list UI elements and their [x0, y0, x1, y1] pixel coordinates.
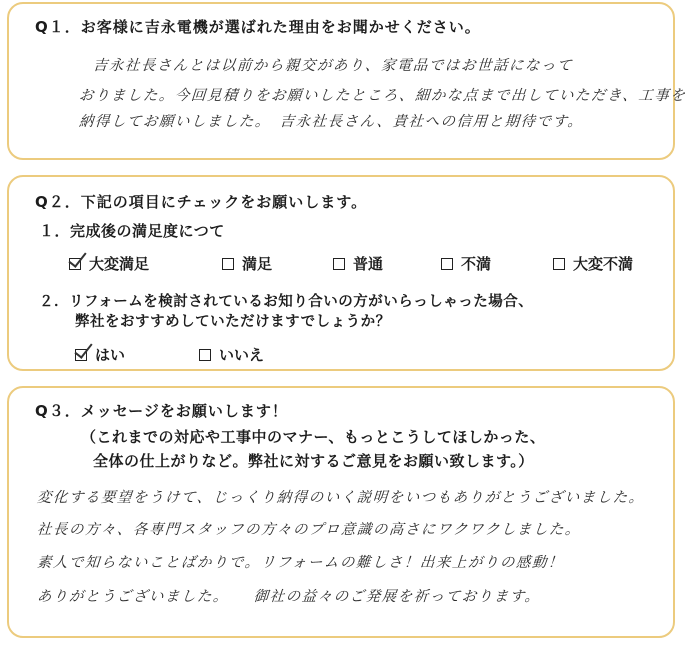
- option-no[interactable]: [199, 344, 264, 365]
- q3-title: Q３．メッセージをお願いします！: [35, 402, 288, 420]
- q1-title: Q１．お客様に吉永電機が選ばれた理由をお聞かせください。: [35, 18, 481, 36]
- q3-prompt-line-1: （これまでの対応や工事中のマナー、もっとこうしてほしかった、: [81, 428, 546, 446]
- option-label: はい: [95, 346, 126, 364]
- option-label: 不満: [461, 255, 492, 273]
- option-label: 大変満足: [89, 255, 150, 273]
- option-neutral[interactable]: [333, 253, 383, 274]
- q3-answer-line-2: 社長の方々、各専門スタッフの方々のプロ意識の高さにワクワクしました。: [36, 522, 582, 538]
- q1-answer-line-2: おりました。今回見積りをお願いしたところ、細かな点まで出していただき、工事を: [78, 88, 687, 104]
- q2-item1-label: １．完成後の満足度につて: [39, 222, 225, 240]
- checkbox-checked[interactable]: [75, 349, 87, 361]
- option-dissatisfied[interactable]: [441, 253, 491, 274]
- q3-box: [7, 386, 675, 638]
- option-satisfied[interactable]: [222, 253, 272, 274]
- q1-answer-line-1: 吉永社長さんとは以前から親交があり、家電品ではお世話になって: [92, 58, 574, 74]
- checkbox[interactable]: [222, 258, 234, 270]
- checkbox[interactable]: [333, 258, 345, 270]
- q2-item2-label-line-1: ２．リフォームを検討されているお知り合いの方がいらっしゃった場合、: [39, 294, 534, 310]
- checkbox[interactable]: [553, 258, 565, 270]
- q3-answer-line-4: ありがとうございました。 御社の益々のご発展を祈っております。: [36, 589, 542, 605]
- option-label: いいえ: [219, 346, 265, 364]
- option-label: 普通: [353, 255, 384, 273]
- option-very-satisfied[interactable]: [69, 253, 149, 274]
- q2-title: Q２．下記の項目にチェックをお願いします。: [35, 193, 368, 211]
- option-very-dissatisfied[interactable]: [553, 253, 633, 274]
- q1-box: [7, 2, 687, 160]
- option-yes[interactable]: [75, 344, 125, 365]
- q3-prompt-line-2: 全体の仕上がりなど。弊社に対するご意見をお願い致します。）: [93, 452, 534, 470]
- option-label: 大変不満: [573, 255, 634, 273]
- q3-answer-line-3: 素人で知らないことばかりで。リフォームの難しさ！出来上がりの感動！: [36, 555, 565, 571]
- checkbox-checked[interactable]: [69, 258, 81, 270]
- option-label: 満足: [242, 255, 273, 273]
- q2-item2-label-line-2: 弊社をおすすめしていただけますでしょうか？: [75, 314, 391, 330]
- q1-answer-line-3: 納得してお願いしました。 吉永社長さん、貴社への信用と期待です。: [78, 114, 584, 130]
- checkbox[interactable]: [199, 349, 211, 361]
- q2-box: [7, 175, 675, 371]
- checkbox[interactable]: [441, 258, 453, 270]
- q3-answer-line-1: 変化する要望をうけて、じっくり納得のいく説明をいつもありがとうございました。: [36, 490, 646, 506]
